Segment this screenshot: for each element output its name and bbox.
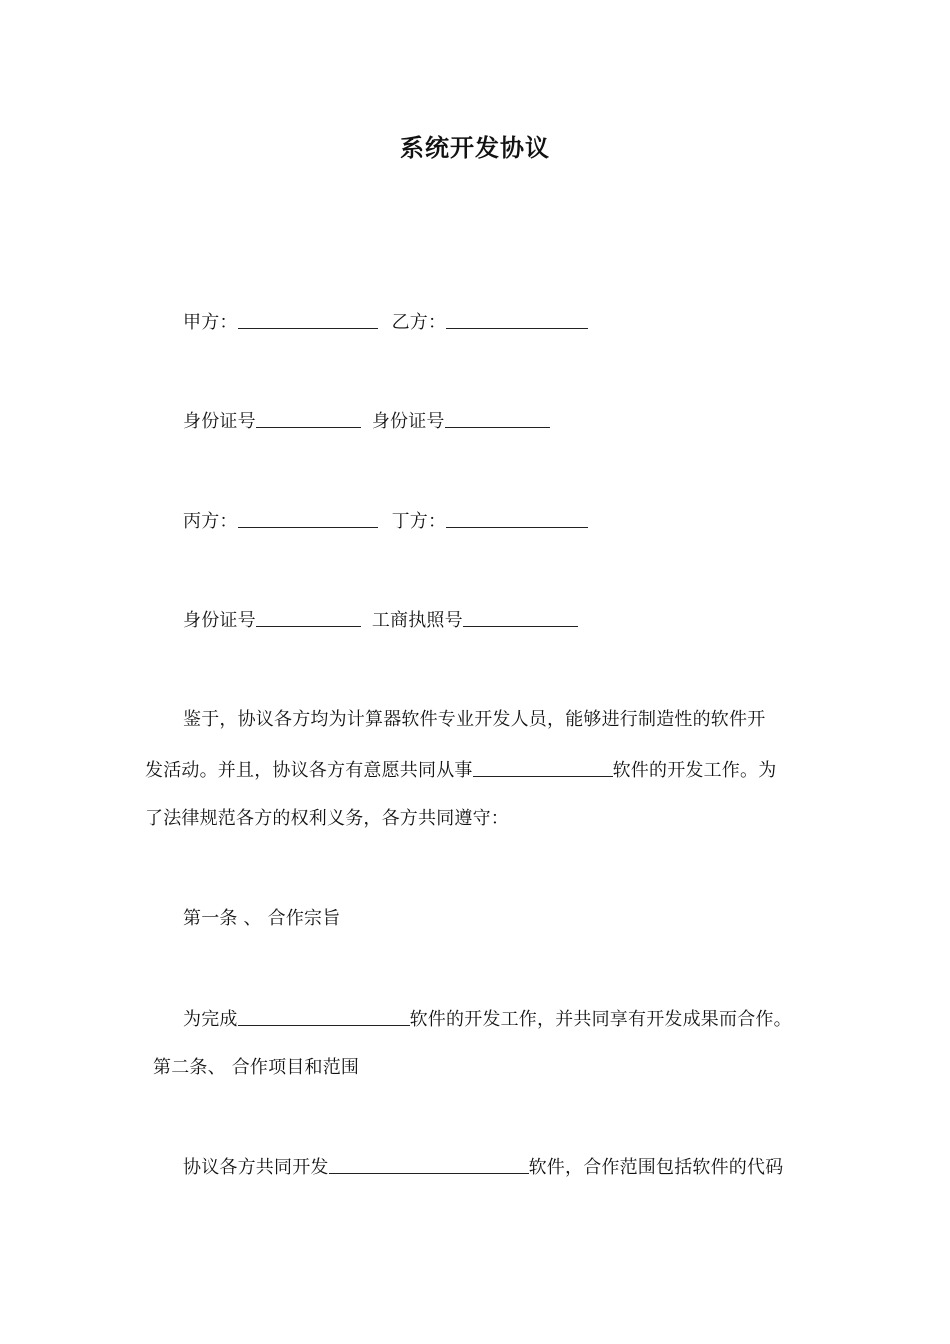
article-1-body-after: 软件的开发工作，并共同享有开发成果而合作。 (409, 1009, 792, 1030)
id-b-blank (445, 412, 550, 428)
preamble-line-1: 鉴于，协议各方均为计算器软件专业开发人员，能够进行制造性的软件开 (183, 709, 766, 730)
license-d-label: 工商执照号 (371, 610, 463, 631)
id-a-blank (256, 412, 361, 428)
preamble-line-2-after: 软件的开发工作。为 (612, 760, 777, 781)
party-d-blank (446, 512, 588, 528)
article-2-software-blank (329, 1158, 529, 1174)
preamble-line-3: 了法律规范各方的权利义务，各方共同遵守： (145, 808, 509, 829)
preamble-line-2 (145, 761, 776, 780)
id-c-label: 身份证号 (183, 610, 256, 631)
party-b-label: 乙方： (391, 312, 447, 333)
party-c-label: 丙方： (183, 511, 238, 532)
id-b-label: 身份证号 (371, 411, 445, 432)
party-c-blank (238, 512, 378, 528)
article-1-body-before: 为完成 (183, 1009, 238, 1030)
id-a-label: 身份证号 (183, 411, 256, 432)
party-b-blank (446, 313, 588, 329)
license-d-blank (463, 611, 578, 627)
ids-ab-line (183, 412, 550, 431)
article-2-heading: 第二条、 合作项目和范围 (153, 1057, 360, 1078)
article-2-body-after: 软件，合作范围包括软件的代码 (528, 1157, 784, 1178)
party-a-label: 甲方： (183, 312, 238, 333)
parties-cd-line (183, 512, 588, 531)
ids-cd-line (183, 611, 578, 630)
article-1-software-blank (238, 1010, 410, 1026)
software-name-blank (473, 761, 613, 777)
party-a-blank (238, 313, 378, 329)
article-2-body-before: 协议各方共同开发 (183, 1157, 329, 1178)
article-1-body (183, 1010, 792, 1029)
article-1-heading: 第一条 、 合作宗旨 (183, 908, 341, 929)
document-title: 系统开发协议 (400, 134, 550, 162)
party-d-label: 丁方： (391, 511, 447, 532)
article-2-body (183, 1158, 783, 1177)
id-c-blank (256, 611, 361, 627)
preamble-line-2-before: 发活动。并且，协议各方有意愿共同从事 (145, 760, 473, 781)
parties-ab-line (183, 313, 588, 332)
